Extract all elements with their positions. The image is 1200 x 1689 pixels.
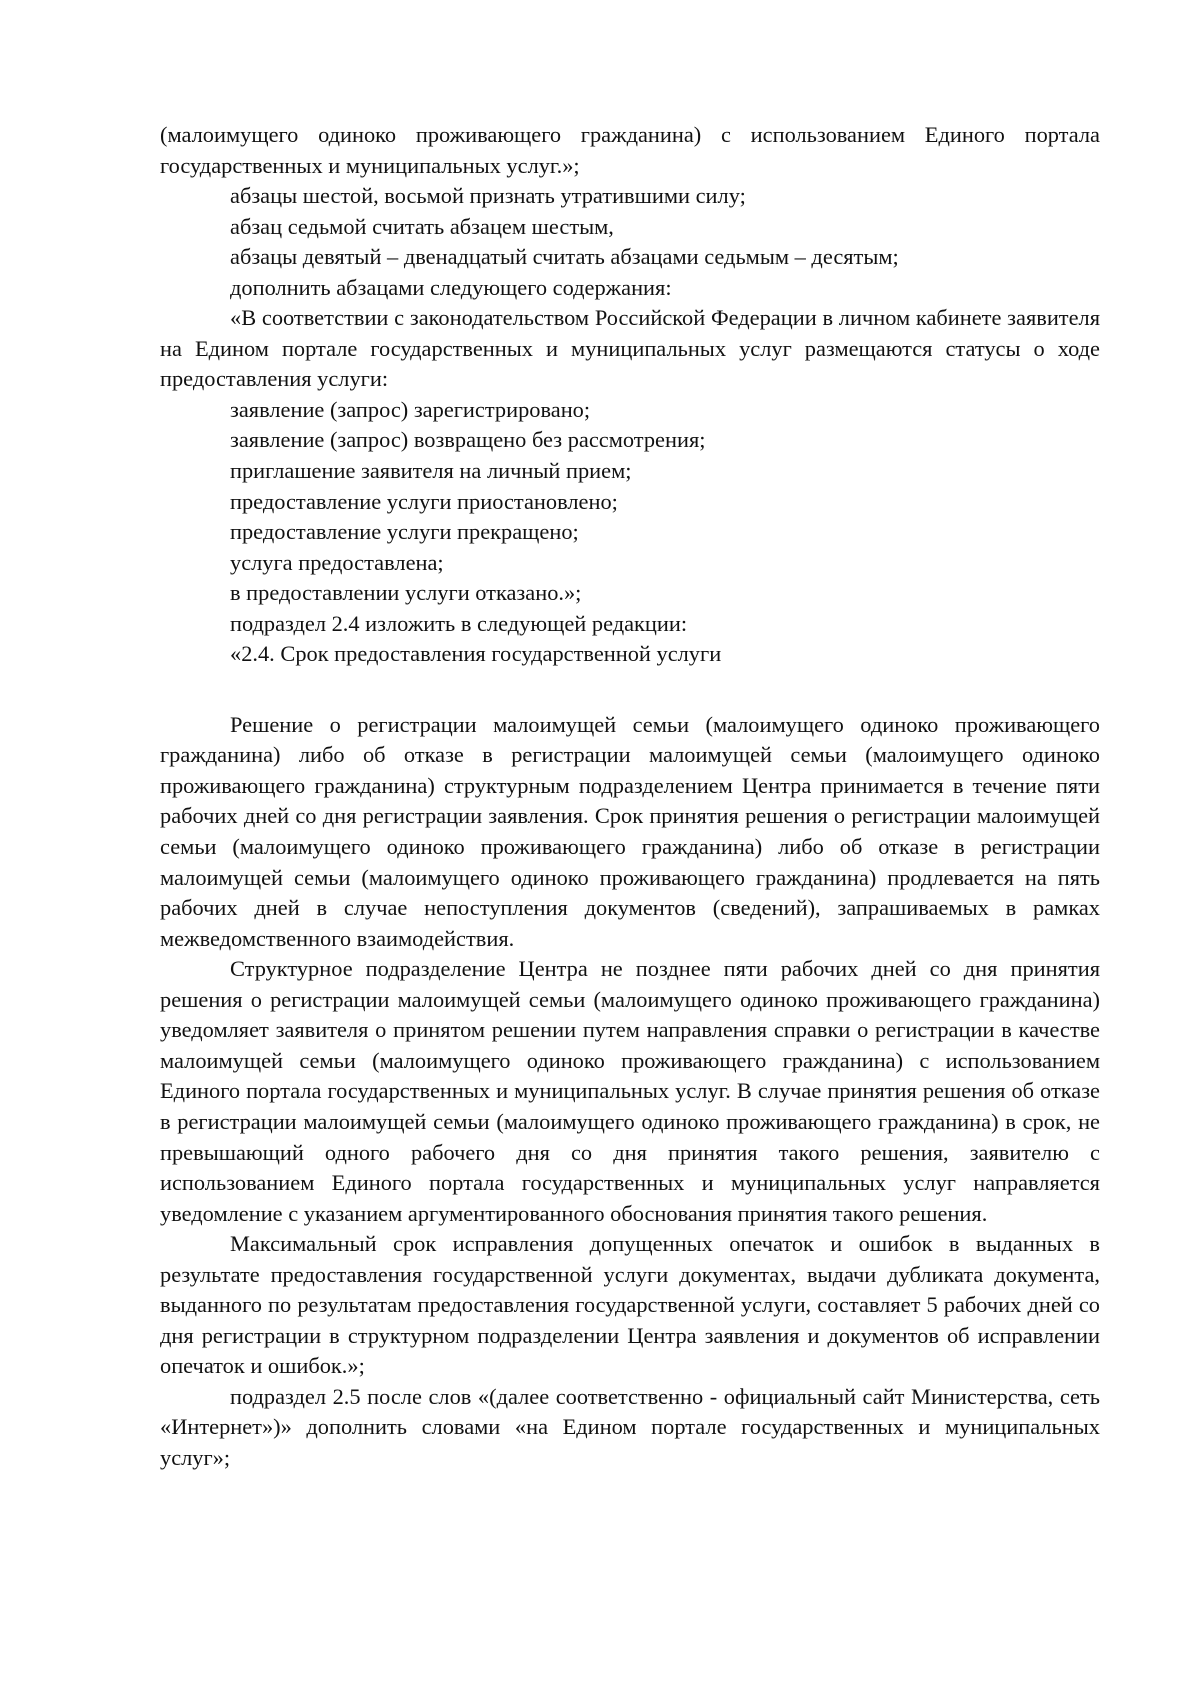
status-list-item: в предоставлении услуги отказано.»; (230, 580, 582, 606)
status-list-item: предоставление услуги прекращено; (230, 519, 579, 545)
blank-line (160, 670, 1100, 710)
paragraph-text: Структурное подразделение Центра не позднее пяти рабочих дней со дня принятия решения о регистрации малоимущей семьи (малоимущего одиноко проживающего гражданина) уведомляет заявителя о принятом решении путем направления справки о регистрации в качестве малоимущей семьи (малоимущего одиноко проживающего гражданина) с использованием Единого портала государственных и муниципальных услуг. В случае принятия решения об отказе в регистрации малоимущей семьи (малоимущего одиноко проживающего гражданина) в срок, не превышающий одного рабочего дня со дня принятия такого решения, заявителю с использованием Единого портала государственных и муниципальных услуг направляется уведомление с указанием аргументированного обоснования принятия такого решения. (160, 956, 1100, 1226)
document-page (160, 120, 1100, 1474)
paragraph-item: подраздел 2.4 изложить в следующей редакции: (230, 610, 688, 636)
paragraph-item: абзацы шестой, восьмой признать утратившими силу; (230, 183, 746, 209)
status-list-item: предоставление услуги приостановлено; (230, 488, 618, 514)
paragraph-item: абзац седьмой считать абзацем шестым, (230, 213, 614, 239)
paragraph-item: абзацы девятый – двенадцатый считать абзацами седьмым – десятым; (230, 244, 899, 270)
paragraph-text: «В соответствии с законодательством Российской Федерации в личном кабинете заявителя на Едином портале государственных и муниципальных услуг размещаются статусы о ходе предоставления услуги: (160, 305, 1100, 392)
paragraph-text: подраздел 2.5 после слов «(далее соответственно - официальный сайт Министерства, сеть «Интернет»)» дополнить словами «на Едином портале государственных и муниципальных услуг»; (160, 1383, 1100, 1470)
paragraph-text: Максимальный срок исправления допущенных опечаток и ошибок в выданных в результате предоставления государственной услуги документах, выдачи дубликата документа, выданного по результатам предоставления государственной услуги, составляет 5 рабочих дней со дня регистрации в структурном подразделении Центра заявления и документов об исправлении опечаток и ошибок.»; (160, 1231, 1100, 1379)
status-list-item: услуга предоставлена; (230, 549, 444, 575)
status-list-item: заявление (запрос) зарегистрировано; (230, 396, 591, 422)
section-heading: «2.4. Срок предоставления государственной услуги (230, 641, 722, 667)
paragraph-continuation: (малоимущего одиноко проживающего гражданина) с использованием Единого портала государственных и муниципальных услуг.»; (160, 122, 1100, 178)
paragraph-text: Решение о регистрации малоимущей семьи (малоимущего одиноко проживающего гражданина) либо об отказе в регистрации малоимущей семьи (малоимущего одиноко проживающего гражданина) структурным подразделением Центра принимается в течение пяти рабочих дней со дня регистрации заявления. Срок принятия решения о регистрации малоимущей семьи (малоимущего одиноко проживающего гражданина) либо об отказе в регистрации малоимущей семьи (малоимущего одиноко проживающего гражданина) продлевается на пять рабочих дней в случае непоступления документов (сведений), запрашиваемых в рамках межведомственного взаимодействия. (160, 711, 1100, 951)
status-list-item: приглашение заявителя на личный прием; (230, 458, 632, 484)
paragraph-item: дополнить абзацами следующего содержания: (230, 274, 672, 300)
status-list-item: заявление (запрос) возвращено без рассмотрения; (230, 427, 706, 453)
